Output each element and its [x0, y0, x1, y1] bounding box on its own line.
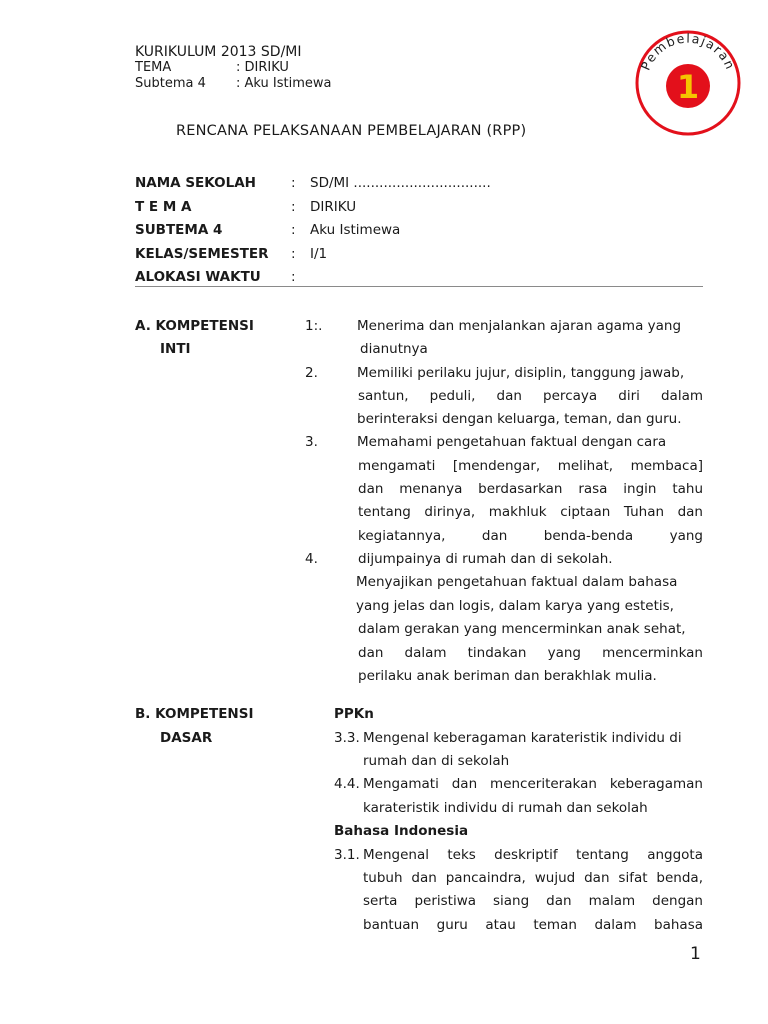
section-a-label-sub: INTI [160, 341, 191, 357]
kd-number: 4.4. [334, 776, 360, 792]
info-colon: : [291, 246, 296, 262]
pembelajaran-badge [633, 28, 743, 138]
info-label-alokasi: ALOKASI WAKTU [135, 269, 261, 285]
header-subtema-label: Subtema 4 [135, 76, 206, 91]
kd-number: 3.3. [334, 730, 360, 746]
ki-line: dianutnya [360, 341, 428, 357]
info-value-tema: DIRIKU [310, 199, 357, 215]
info-colon: : [291, 175, 296, 191]
kd-line: serta peristiwa siang dan malam dengan [363, 893, 703, 909]
ki-line: dan menanya berdasarkan rasa ingin tahu [358, 481, 703, 497]
ki-line: berinteraksi dengan keluarga, teman, dan guru. [357, 411, 682, 427]
ki-line: dijumpainya di rumah dan di sekolah. [358, 551, 613, 567]
ki-line: Menyajikan pengetahuan faktual dalam bahasa [356, 574, 678, 590]
ki-number: 2. [305, 365, 318, 381]
ki-line: perilaku anak beriman dan berakhlak mulia. [358, 668, 657, 684]
kd-line: tubuh dan pancaindra, wujud dan sifat benda, [363, 870, 703, 886]
ki-number: 1:. [305, 318, 323, 334]
bindo-heading: Bahasa Indonesia [334, 823, 469, 839]
kd-number: 3.1. [334, 847, 360, 863]
kd-line: Mengenal keberagaman karateristik individu di [363, 730, 682, 746]
section-b-label: B. KOMPETENSI [135, 706, 254, 722]
info-value-school: SD/MI ................................ [310, 175, 491, 191]
info-colon: : [291, 222, 296, 238]
info-label-kelas: KELAS/SEMESTER [135, 246, 269, 262]
kd-line: karateristik individu di rumah dan sekolah [363, 800, 648, 816]
header-subtema-value: : Aku Istimewa [236, 76, 332, 91]
ki-line: mengamati [mendengar, melihat, membaca] [358, 458, 703, 474]
section-b-label-sub: DASAR [160, 730, 213, 746]
info-label-school: NAMA SEKOLAH [135, 175, 256, 191]
info-value-subtema: Aku Istimewa [310, 222, 401, 238]
ki-number: 4. [305, 551, 318, 567]
header-tema-value: : DIRIKU [236, 60, 289, 75]
ki-number: 3. [305, 434, 318, 450]
kd-line: Mengenal teks deskriptif tentang anggota [363, 847, 703, 863]
kd-line: Mengamati dan menceriterakan keberagaman [363, 776, 703, 792]
ki-line: Menerima dan menjalankan ajaran agama yang [357, 318, 682, 334]
ki-line: dan dalam tindakan yang mencerminkan [358, 645, 703, 661]
info-colon: : [291, 199, 296, 215]
badge-number: 1 [676, 68, 700, 106]
ki-line: Memiliki perilaku jujur, disiplin, tanggung jawab, [357, 365, 685, 381]
info-label-subtema: SUBTEMA 4 [135, 222, 223, 238]
badge-arc-text: Pembelajaran [637, 30, 739, 73]
ki-line: santun, peduli, dan percaya diri dalam [358, 388, 703, 404]
ki-line: dalam gerakan yang mencerminkan anak sehat, [358, 621, 686, 637]
ppkn-heading: PPKn [334, 706, 374, 722]
ki-line: Memahami pengetahuan faktual dengan cara [357, 434, 667, 450]
page-title: RENCANA PELAKSANAAN PEMBELAJARAN (RPP) [176, 123, 527, 139]
info-colon: : [291, 269, 296, 285]
header-tema-label: TEMA [135, 60, 172, 75]
divider-line [135, 286, 703, 287]
ki-line: kegiatannya, dan benda-benda yang [358, 528, 703, 544]
curriculum-title: KURIKULUM 2013 SD/MI [135, 44, 302, 60]
info-label-tema: T E M A [135, 199, 192, 215]
kd-line: bantuan guru atau teman dalam bahasa [363, 917, 703, 933]
kd-line: rumah dan di sekolah [363, 753, 510, 769]
ki-line: tentang dirinya, makhluk ciptaan Tuhan dan [358, 504, 703, 520]
section-a-label: A. KOMPETENSI [135, 318, 254, 334]
ki-line: yang jelas dan logis, dalam karya yang estetis, [356, 598, 674, 614]
page-number: 1 [690, 944, 701, 964]
info-value-kelas: I/1 [310, 246, 328, 262]
